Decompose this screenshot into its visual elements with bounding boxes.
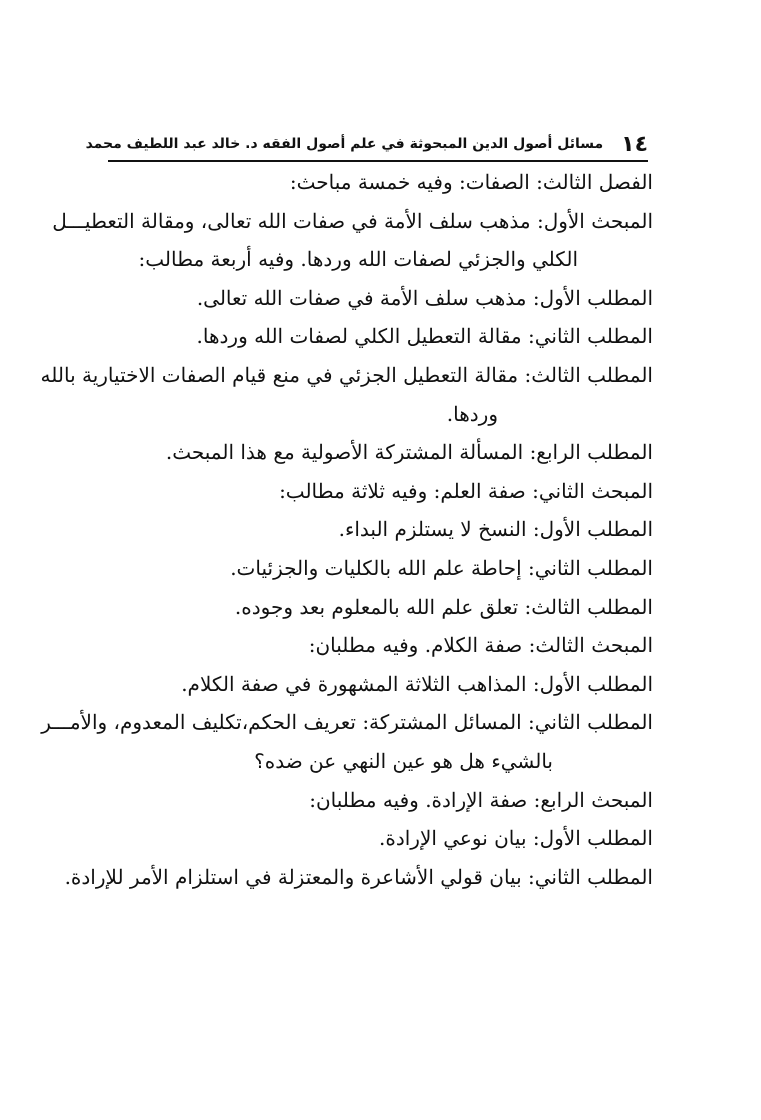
toc-line: المطلب الثاني: بيان قولي الأشاعرة والمعتزلة في استلزام الأمر للإرادة.	[64, 864, 653, 889]
toc-line: المطلب الأول: مذهب سلف الأمة في صفات الله تعالى.	[196, 285, 653, 310]
toc-line: المطلب الثالث: تعلق علم الله بالمعلوم بعد وجوده.	[234, 594, 653, 619]
toc-line: المطلب الثاني: مقالة التعطيل الكلي لصفات الله وردها.	[196, 324, 653, 349]
page-number: ١٤	[621, 131, 648, 157]
toc-line: المطلب الثاني: المسائل المشتركة: تعريف الحكم،تكليف المعدوم، والأمـــر	[41, 710, 653, 735]
toc-line: المطلب الرابع: المسألة المشتركة الأصولية مع هذا المبحث.	[165, 440, 653, 465]
toc-line: المطلب الثاني: إحاطة علم الله بالكليات والجزئيات.	[230, 555, 653, 580]
toc-line: المطلب الأول: المذاهب الثلاثة المشهورة في صفة الكلام.	[181, 671, 653, 696]
page-header	[85, 128, 648, 162]
toc-line: الفصل الثالث: الصفات: وفيه خمسة مباحث:	[289, 170, 653, 194]
table-of-contents	[40, 163, 653, 896]
toc-line: المطلب الثالث: مقالة التعطيل الجزئي في منع قيام الصفات الاختيارية بالله	[40, 362, 653, 387]
toc-line: المبحث الرابع: صفة الإرادة. وفيه مطلبان:	[309, 787, 653, 812]
toc-line: المطلب الأول: بيان نوعي الإرادة.	[378, 826, 653, 851]
toc-line: المبحث الثالث: صفة الكلام. وفيه مطلبان:	[308, 633, 653, 658]
toc-line: المبحث الأول: مذهب سلف الأمة في صفات الله تعالى، ومقالة التعطيـــل	[52, 208, 653, 233]
running-title: مسائل أصول الدين المبحوثة في علم أصول الفقه د. خالد عبد اللطيف محمد	[85, 136, 604, 152]
toc-line: وردها.	[446, 401, 498, 426]
toc-line: بالشيء هل هو عين النهي عن ضده؟	[254, 748, 553, 773]
toc-line: المطلب الأول: النسخ لا يستلزم البداء.	[338, 517, 653, 542]
toc-line: الكلي والجزئي لصفات الله وردها. وفيه أربعة مطالب:	[138, 247, 578, 272]
toc-line: المبحث الثاني: صفة العلم: وفيه ثلاثة مطالب:	[279, 478, 653, 503]
